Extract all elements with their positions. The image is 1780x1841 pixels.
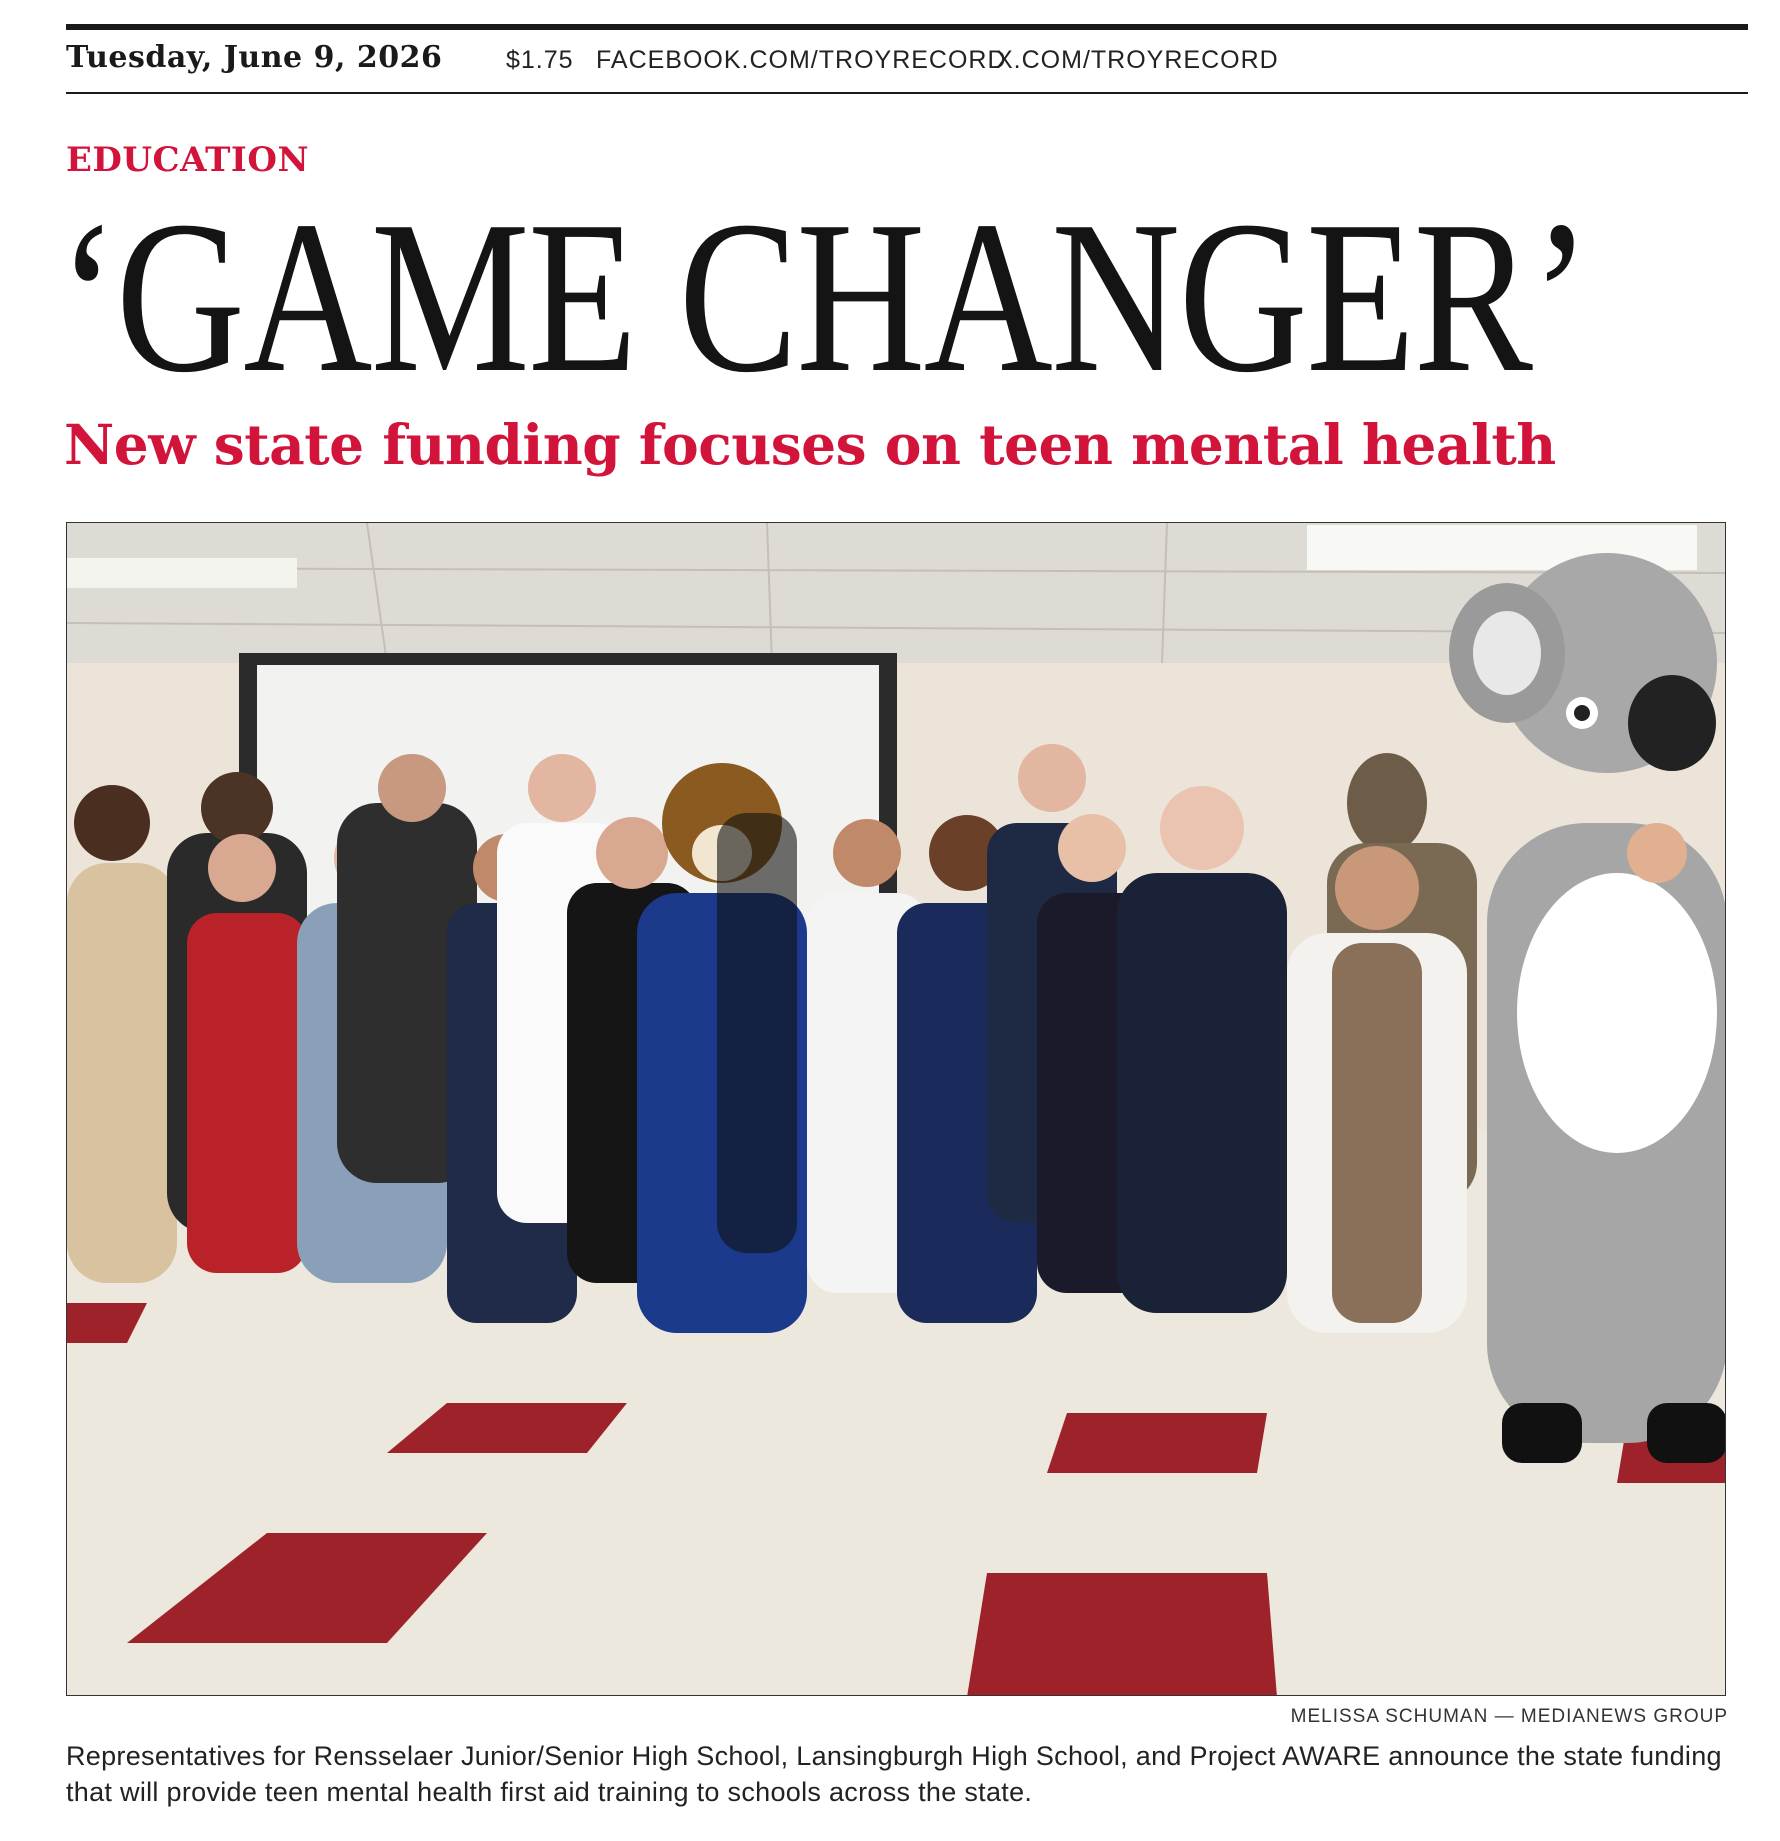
news-photo bbox=[66, 522, 1726, 1696]
photo-illustration bbox=[67, 523, 1726, 1696]
photo-caption: Representatives for Rensselaer Junior/Senior High School, Lansingburgh High School, and Project AWARE announce the state funding that will provide teen mental health first aid training to schools across the state. bbox=[66, 1741, 1722, 1807]
section-label: EDUCATION bbox=[66, 140, 310, 180]
facebook-link[interactable]: FACEBOOK.COM/TROYRECORD bbox=[596, 46, 1007, 74]
issue-price: $1.75 bbox=[506, 46, 574, 74]
photo-credit: MELISSA SCHUMAN — MEDIANEWS GROUP bbox=[1290, 1706, 1728, 1727]
subhead: New state funding focuses on teen mental health bbox=[64, 412, 1556, 477]
x-link[interactable]: X.COM/TROYRECORD bbox=[996, 46, 1279, 74]
masthead-bar bbox=[66, 24, 1748, 94]
issue-date: Tuesday, June 9, 2026 bbox=[66, 40, 443, 75]
headline: ‘GAME CHANGER’ bbox=[58, 177, 1590, 418]
